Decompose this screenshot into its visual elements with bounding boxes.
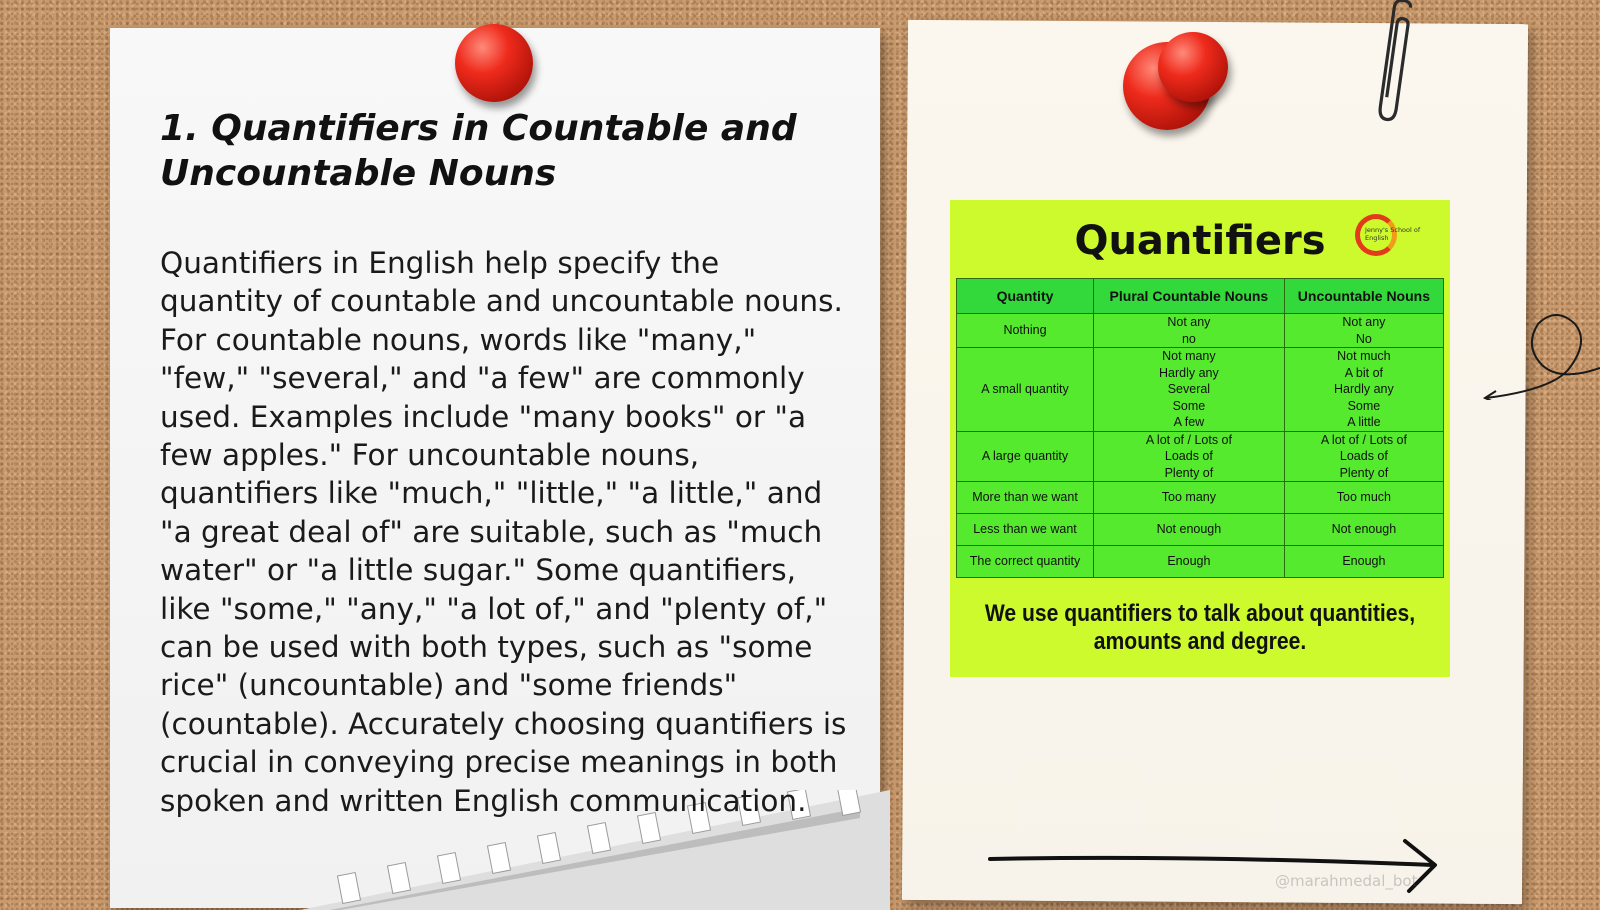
cell-line: Not any xyxy=(1167,315,1211,329)
table-cell-uncountable xyxy=(1284,514,1443,546)
cell-line: A lot of / Lots of xyxy=(1145,432,1232,447)
cell-line: Not many xyxy=(1162,349,1216,363)
table-cell-uncountable xyxy=(1284,348,1443,432)
logo-text: Jenny's School of English xyxy=(1365,226,1421,242)
table-cell-plural xyxy=(1094,482,1285,514)
cell-line: No xyxy=(1355,331,1372,346)
table-row xyxy=(957,314,1444,348)
table-row xyxy=(957,546,1444,578)
cell-line: Not any xyxy=(1342,315,1386,329)
cell-line: no xyxy=(1181,331,1196,346)
table-cell-plural xyxy=(1094,431,1285,482)
table-row xyxy=(957,348,1444,432)
push-pin-icon xyxy=(455,24,533,102)
cell-line: Hardly any xyxy=(1159,365,1219,380)
poster-footer-caption: We use quantifiers to talk about quantities, amounts and degree. xyxy=(984,600,1416,655)
table-cell-uncountable xyxy=(1284,431,1443,482)
cell-line: More than we want xyxy=(972,490,1078,505)
column-header: Uncountable Nouns xyxy=(1284,279,1443,314)
paperclip-icon xyxy=(1375,0,1415,125)
cell-line: A few xyxy=(1173,415,1205,429)
section-title: 1. Quantifiers in Countable and Uncountable Nouns xyxy=(160,108,797,194)
scribble-arrow-icon xyxy=(1480,310,1600,400)
table-cell-quantity xyxy=(957,482,1094,514)
cell-line: A small quantity xyxy=(981,382,1069,396)
table-row xyxy=(957,431,1444,482)
cell-line: Too much xyxy=(1336,490,1391,505)
school-logo xyxy=(1355,210,1435,268)
cell-line: A bit of xyxy=(1344,365,1384,380)
quantifiers-poster xyxy=(950,200,1450,677)
table-cell-quantity xyxy=(957,546,1094,578)
poster-title: Quantifiers xyxy=(1074,218,1326,264)
cell-line: Not enough xyxy=(1156,522,1222,537)
table-cell-plural xyxy=(1094,546,1285,578)
cell-line: A large quantity xyxy=(981,449,1069,463)
cell-line: Plenty of xyxy=(1339,465,1389,480)
cell-line: Less than we want xyxy=(973,522,1077,537)
table-cell-plural xyxy=(1094,514,1285,546)
cell-line: Not much xyxy=(1337,349,1391,363)
cell-line: Several xyxy=(1167,382,1211,396)
cell-line: A lot of / Lots of xyxy=(1320,432,1407,447)
table-cell-uncountable xyxy=(1284,546,1443,578)
table-cell-plural xyxy=(1094,314,1285,348)
table-row xyxy=(957,514,1444,546)
push-pin-icon xyxy=(1158,32,1228,102)
cell-line: A little xyxy=(1347,415,1381,429)
cell-line: Plenty of xyxy=(1164,465,1214,480)
cell-line: Too many xyxy=(1161,490,1216,505)
cell-line: Some xyxy=(1347,398,1381,413)
watermark: @marahmedal_bot xyxy=(1275,872,1418,890)
cell-line: The correct quantity xyxy=(969,554,1081,569)
cell-line: Loads of xyxy=(1339,449,1388,463)
cell-line: Nothing xyxy=(1003,323,1047,338)
table-header-row xyxy=(957,279,1444,314)
cell-line: Enough xyxy=(1167,554,1211,569)
table-row xyxy=(957,482,1444,514)
table-cell-uncountable xyxy=(1284,482,1443,514)
table-cell-quantity xyxy=(957,431,1094,482)
quantifiers-table xyxy=(956,278,1444,578)
column-header: Quantity xyxy=(957,279,1094,314)
table-cell-plural xyxy=(1094,348,1285,432)
cell-line: Some xyxy=(1172,398,1206,413)
cell-line: Loads of xyxy=(1164,449,1213,463)
column-header: Plural Countable Nouns xyxy=(1094,279,1285,314)
table-cell-quantity xyxy=(957,348,1094,432)
table-cell-quantity xyxy=(957,314,1094,348)
table-cell-quantity xyxy=(957,514,1094,546)
section-body-text: Quantifiers in English help specify the quantity of countable and uncountable nouns. For countable nouns, words like "many," "few," "several," and "a few" are commonly used. Examples include "many books" or "a few apples." For uncountable nouns, quantifiers like "much," "little," "a little," and "a great deal of" are suitable, such as "much water" or "a little sugar." Some quantifiers, like "some," "any," "a lot of," and "plenty of," can be used with both types, such as "some rice" (uncountable) and "some friends" (countable). Accurately choosing quantifiers is crucial in conveying precise meanings in both spoken and written English communication. xyxy=(160,246,847,818)
cell-line: Hardly any xyxy=(1334,382,1394,396)
table-cell-uncountable xyxy=(1284,314,1443,348)
cell-line: Not enough xyxy=(1331,522,1397,537)
cell-line: Enough xyxy=(1342,554,1386,569)
